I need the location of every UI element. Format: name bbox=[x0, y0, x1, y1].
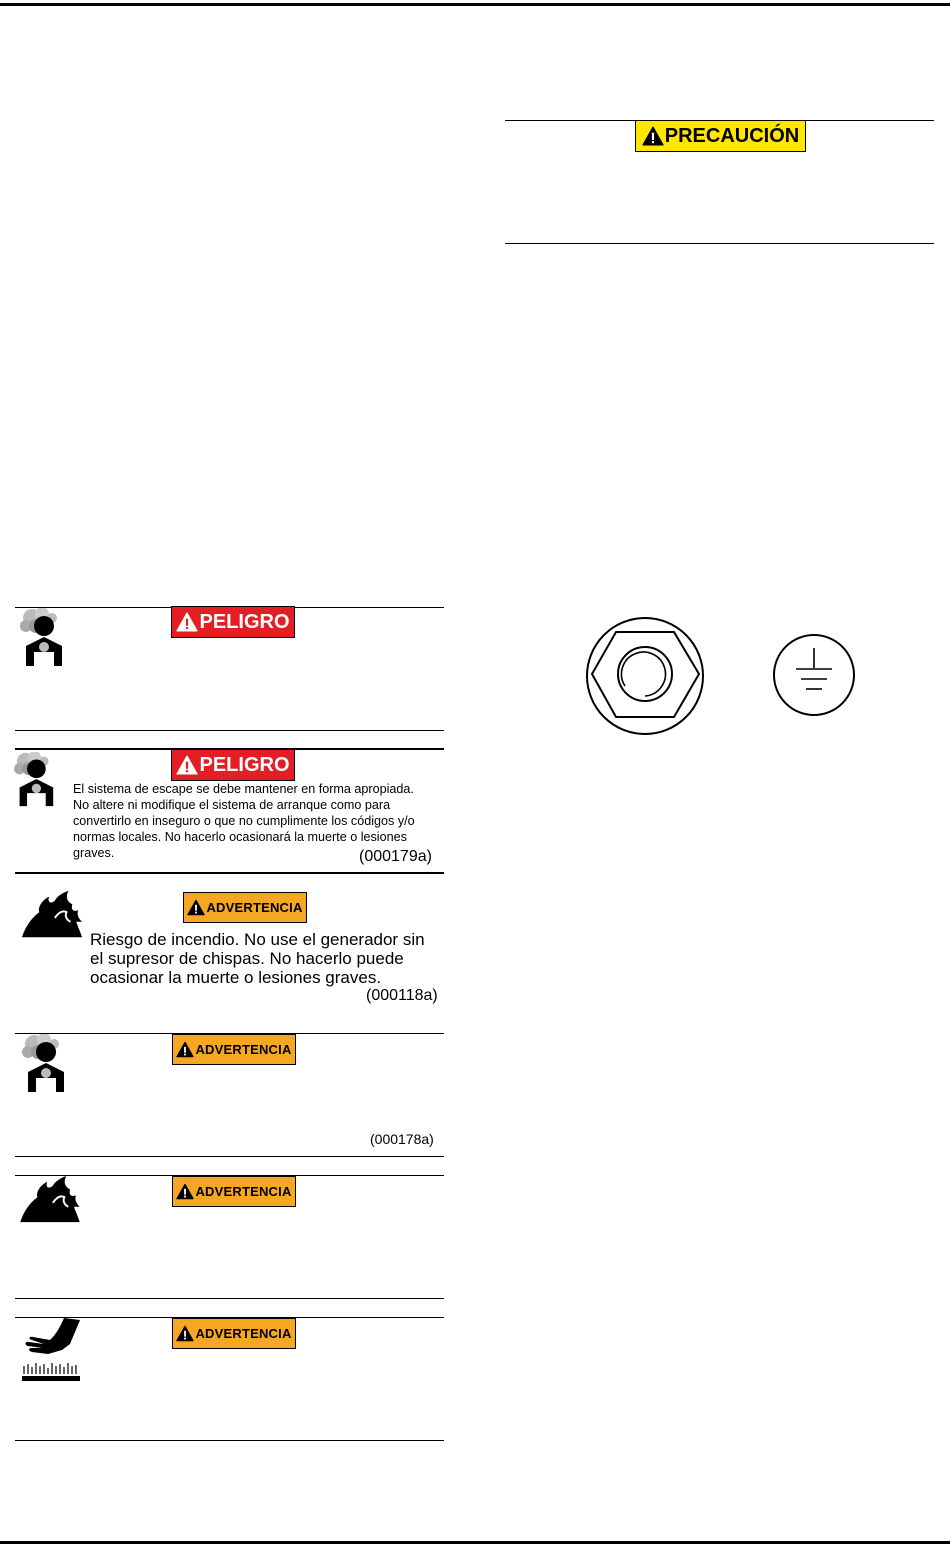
warning-0-bottom-rule bbox=[15, 730, 444, 731]
warning-badge bbox=[183, 892, 307, 923]
toxic-fumes-icon bbox=[12, 752, 72, 808]
warning-2-code: (000118a) bbox=[366, 987, 438, 1004]
warning-badge-label: ADVERTENCIA bbox=[206, 900, 303, 915]
page-bottom-rule bbox=[0, 1541, 950, 1544]
warning-3-bottom-rule bbox=[15, 1156, 444, 1157]
alert-triangle-icon bbox=[187, 899, 205, 916]
warning-3-code: (000178a) bbox=[370, 1131, 434, 1147]
alert-triangle-icon bbox=[176, 612, 198, 632]
fire-icon bbox=[20, 890, 84, 940]
warning-5-bottom-rule bbox=[15, 1440, 444, 1441]
danger-badge-label: PELIGRO bbox=[199, 610, 290, 633]
warning-badge-label: ADVERTENCIA bbox=[195, 1042, 292, 1057]
danger-badge-label: PELIGRO bbox=[199, 753, 290, 776]
hex-nut-icon bbox=[583, 614, 707, 738]
toxic-fumes-icon bbox=[20, 1034, 84, 1094]
warning-1-bottom-rule bbox=[15, 872, 444, 874]
caution-badge-label: PRECAUCIÓN bbox=[664, 124, 800, 147]
danger-badge bbox=[171, 606, 295, 638]
caution-badge bbox=[635, 120, 806, 152]
alert-triangle-icon bbox=[176, 755, 198, 775]
warning-badge-label: ADVERTENCIA bbox=[195, 1184, 292, 1199]
page-top-rule bbox=[0, 3, 950, 6]
warning-badge bbox=[172, 1176, 296, 1207]
danger-badge bbox=[171, 749, 295, 781]
warning-2-text: Riesgo de incendio. No use el generador sin el supresor de chispas. No hacerlo puede ocasionar la muerte o lesiones graves. bbox=[90, 930, 425, 987]
toxic-fumes-icon bbox=[18, 608, 82, 668]
warning-badge bbox=[172, 1034, 296, 1065]
warning-badge bbox=[172, 1318, 296, 1349]
warning-4-bottom-rule bbox=[15, 1298, 444, 1299]
warning-badge-label: ADVERTENCIA bbox=[195, 1326, 292, 1341]
warning-1-text: El sistema de escape se debe mantener en forma apropiada. No altere ni modifique el sistema de arranque como para convertirlo en inseguro o que no cumplimente los códigos y/o normas locales. No hacerlo ocasionará la muerte o lesiones graves. bbox=[73, 782, 415, 860]
hot-surface-icon bbox=[20, 1318, 82, 1382]
alert-triangle-icon bbox=[642, 126, 664, 146]
caution-box-bottom-rule bbox=[505, 243, 934, 244]
alert-triangle-icon bbox=[176, 1183, 194, 1200]
warning-1-code: (000179a) bbox=[359, 848, 432, 865]
alert-triangle-icon bbox=[176, 1325, 194, 1342]
fire-icon bbox=[18, 1176, 82, 1224]
alert-triangle-icon bbox=[176, 1041, 194, 1058]
ground-symbol-icon bbox=[771, 632, 857, 718]
